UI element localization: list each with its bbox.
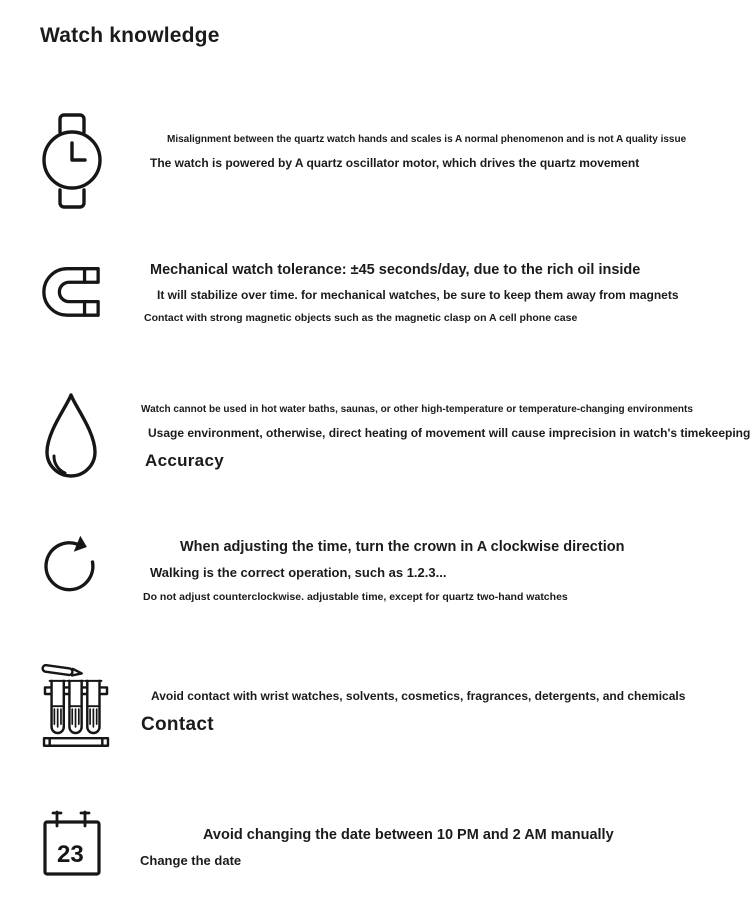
knowledge-line: Contact bbox=[141, 713, 214, 735]
knowledge-line: Change the date bbox=[140, 852, 242, 868]
section-accuracy bbox=[40, 390, 750, 486]
knowledge-line: Avoid contact with wrist watches, solvents, cosmetics, fragrances, detergents, and chemicals bbox=[151, 688, 686, 703]
water-drop-icon bbox=[40, 390, 140, 486]
knowledge-line: Avoid changing the date between 10 PM and 2 AM manually bbox=[203, 826, 614, 843]
calendar-icon bbox=[40, 806, 140, 880]
knowledge-line: Contact with strong magnetic objects such as the magnetic clasp on A cell phone case bbox=[144, 312, 578, 325]
knowledge-line: Accuracy bbox=[145, 450, 224, 470]
knowledge-line: Usage environment, otherwise, direct heating of movement will cause imprecision in watch's timekeeping bbox=[148, 425, 750, 440]
magnet-icon bbox=[40, 261, 140, 319]
section-adjusting-time bbox=[40, 530, 710, 613]
knowledge-line: The watch is powered by A quartz oscillator motor, which drives the quartz movement bbox=[150, 155, 640, 170]
knowledge-line: Do not adjust counterclockwise. adjustable time, except for quartz two-hand watches bbox=[143, 590, 568, 603]
knowledge-line: It will stabilize over time. for mechanical watches, be sure to keep them away from magnets bbox=[157, 288, 679, 303]
knowledge-line: Misalignment between the quartz watch hands and scales is A normal phenomenon and is not A quality issue bbox=[167, 134, 687, 145]
knowledge-line: Mechanical watch tolerance: ±45 seconds/day, due to the rich oil inside bbox=[150, 262, 641, 278]
wristwatch-icon bbox=[40, 112, 140, 210]
page-title: Watch knowledge bbox=[40, 24, 220, 47]
calendar-day-number: 23 bbox=[57, 840, 84, 868]
knowledge-line: Watch cannot be used in hot water baths, saunas, or other high-temperature or temperature-changing environments bbox=[141, 404, 693, 416]
section-chemical-contact bbox=[40, 663, 710, 757]
section-magnetism bbox=[40, 261, 710, 334]
knowledge-line: Walking is the correct operation, such as 1.2.3... bbox=[150, 565, 447, 581]
section-quartz-movement bbox=[40, 112, 710, 210]
section-change-date bbox=[40, 806, 710, 880]
chemicals-icon bbox=[40, 663, 140, 757]
knowledge-line: When adjusting the time, turn the crown in A clockwise direction bbox=[180, 539, 625, 556]
clockwise-arrow-icon bbox=[40, 530, 140, 594]
